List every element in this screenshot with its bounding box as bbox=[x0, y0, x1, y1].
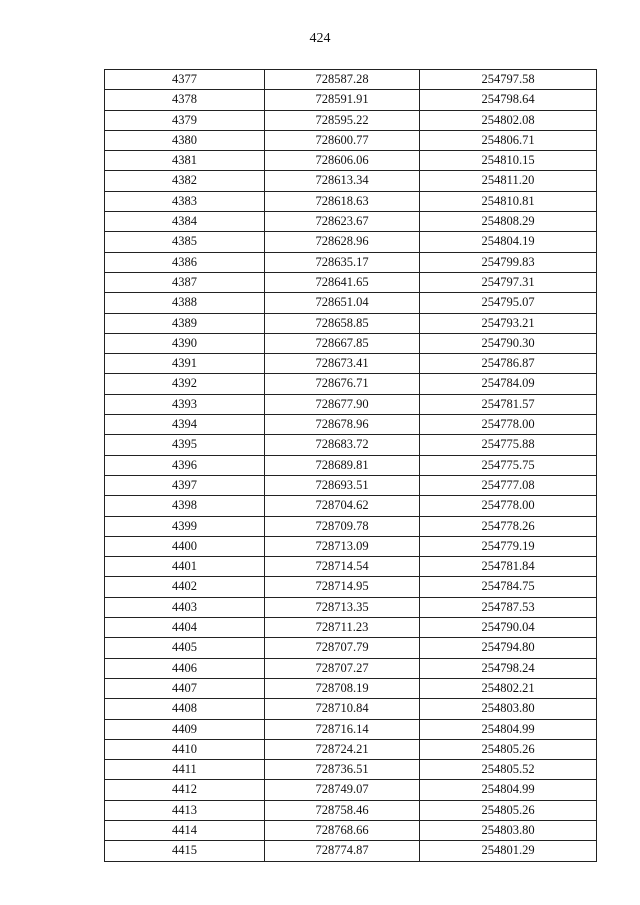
table-row bbox=[105, 820, 597, 840]
y-coordinate-cell: 254810.81 bbox=[420, 191, 597, 211]
point-id-cell: 4396 bbox=[105, 455, 265, 475]
y-coordinate-cell: 254775.75 bbox=[420, 455, 597, 475]
y-coordinate-cell: 254797.31 bbox=[420, 272, 597, 292]
point-id-cell: 4384 bbox=[105, 212, 265, 232]
x-coordinate-cell: 728713.09 bbox=[265, 536, 420, 556]
y-coordinate-cell: 254804.19 bbox=[420, 232, 597, 252]
page-number: 424 bbox=[309, 31, 331, 46]
table-row bbox=[105, 699, 597, 719]
x-coordinate-cell: 728658.85 bbox=[265, 313, 420, 333]
x-coordinate-cell: 728709.78 bbox=[265, 516, 420, 536]
point-id-cell: 4394 bbox=[105, 415, 265, 435]
x-coordinate-cell: 728635.17 bbox=[265, 252, 420, 272]
x-coordinate-cell: 728707.79 bbox=[265, 638, 420, 658]
point-id-cell: 4415 bbox=[105, 841, 265, 861]
y-coordinate-cell: 254802.08 bbox=[420, 110, 597, 130]
table-row bbox=[105, 110, 597, 130]
y-coordinate-cell: 254784.09 bbox=[420, 374, 597, 394]
x-coordinate-cell: 728749.07 bbox=[265, 780, 420, 800]
point-id-cell: 4403 bbox=[105, 597, 265, 617]
point-id-cell: 4391 bbox=[105, 354, 265, 374]
table-row bbox=[105, 496, 597, 516]
y-coordinate-cell: 254804.99 bbox=[420, 780, 597, 800]
x-coordinate-cell: 728683.72 bbox=[265, 435, 420, 455]
y-coordinate-cell: 254775.88 bbox=[420, 435, 597, 455]
point-id-cell: 4388 bbox=[105, 293, 265, 313]
y-coordinate-cell: 254786.87 bbox=[420, 354, 597, 374]
x-coordinate-cell: 728758.46 bbox=[265, 800, 420, 820]
x-coordinate-cell: 728768.66 bbox=[265, 820, 420, 840]
table-row bbox=[105, 435, 597, 455]
table-body bbox=[105, 70, 597, 862]
table-row bbox=[105, 171, 597, 191]
y-coordinate-cell: 254787.53 bbox=[420, 597, 597, 617]
point-id-cell: 4385 bbox=[105, 232, 265, 252]
table-row bbox=[105, 739, 597, 759]
y-coordinate-cell: 254805.26 bbox=[420, 739, 597, 759]
point-id-cell: 4411 bbox=[105, 760, 265, 780]
x-coordinate-cell: 728711.23 bbox=[265, 618, 420, 638]
point-id-cell: 4407 bbox=[105, 678, 265, 698]
x-coordinate-cell: 728693.51 bbox=[265, 475, 420, 495]
point-id-cell: 4404 bbox=[105, 618, 265, 638]
y-coordinate-cell: 254805.52 bbox=[420, 760, 597, 780]
table-row bbox=[105, 394, 597, 414]
y-coordinate-cell: 254811.20 bbox=[420, 171, 597, 191]
point-id-cell: 4380 bbox=[105, 130, 265, 150]
y-coordinate-cell: 254777.08 bbox=[420, 475, 597, 495]
table-row bbox=[105, 293, 597, 313]
point-id-cell: 4412 bbox=[105, 780, 265, 800]
x-coordinate-cell: 728587.28 bbox=[265, 70, 420, 90]
x-coordinate-cell: 728641.65 bbox=[265, 272, 420, 292]
point-id-cell: 4382 bbox=[105, 171, 265, 191]
table-row bbox=[105, 638, 597, 658]
y-coordinate-cell: 254795.07 bbox=[420, 293, 597, 313]
y-coordinate-cell: 254804.99 bbox=[420, 719, 597, 739]
table-row bbox=[105, 475, 597, 495]
y-coordinate-cell: 254781.57 bbox=[420, 394, 597, 414]
y-coordinate-cell: 254794.80 bbox=[420, 638, 597, 658]
table-row bbox=[105, 232, 597, 252]
x-coordinate-cell: 728676.71 bbox=[265, 374, 420, 394]
point-id-cell: 4392 bbox=[105, 374, 265, 394]
y-coordinate-cell: 254778.00 bbox=[420, 496, 597, 516]
point-id-cell: 4398 bbox=[105, 496, 265, 516]
y-coordinate-cell: 254799.83 bbox=[420, 252, 597, 272]
x-coordinate-cell: 728613.34 bbox=[265, 171, 420, 191]
y-coordinate-cell: 254778.26 bbox=[420, 516, 597, 536]
x-coordinate-cell: 728713.35 bbox=[265, 597, 420, 617]
table-row bbox=[105, 415, 597, 435]
point-id-cell: 4389 bbox=[105, 313, 265, 333]
y-coordinate-cell: 254801.29 bbox=[420, 841, 597, 861]
point-id-cell: 4400 bbox=[105, 536, 265, 556]
table-row bbox=[105, 333, 597, 353]
y-coordinate-cell: 254797.58 bbox=[420, 70, 597, 90]
table-row bbox=[105, 841, 597, 861]
point-id-cell: 4378 bbox=[105, 90, 265, 110]
x-coordinate-cell: 728623.67 bbox=[265, 212, 420, 232]
y-coordinate-cell: 254810.15 bbox=[420, 151, 597, 171]
point-id-cell: 4414 bbox=[105, 820, 265, 840]
table-row bbox=[105, 70, 597, 90]
x-coordinate-cell: 728724.21 bbox=[265, 739, 420, 759]
x-coordinate-cell: 728600.77 bbox=[265, 130, 420, 150]
table-row bbox=[105, 557, 597, 577]
table-row bbox=[105, 536, 597, 556]
point-id-cell: 4402 bbox=[105, 577, 265, 597]
point-id-cell: 4381 bbox=[105, 151, 265, 171]
y-coordinate-cell: 254802.21 bbox=[420, 678, 597, 698]
y-coordinate-cell: 254803.80 bbox=[420, 820, 597, 840]
table-row bbox=[105, 678, 597, 698]
y-coordinate-cell: 254778.00 bbox=[420, 415, 597, 435]
x-coordinate-cell: 728736.51 bbox=[265, 760, 420, 780]
point-id-cell: 4390 bbox=[105, 333, 265, 353]
table-row bbox=[105, 130, 597, 150]
table-row bbox=[105, 597, 597, 617]
y-coordinate-cell: 254779.19 bbox=[420, 536, 597, 556]
y-coordinate-cell: 254790.30 bbox=[420, 333, 597, 353]
coordinates-table-container bbox=[104, 69, 596, 862]
table-row bbox=[105, 780, 597, 800]
table-row bbox=[105, 374, 597, 394]
x-coordinate-cell: 728716.14 bbox=[265, 719, 420, 739]
point-id-cell: 4379 bbox=[105, 110, 265, 130]
table-row bbox=[105, 90, 597, 110]
y-coordinate-cell: 254798.64 bbox=[420, 90, 597, 110]
table-row bbox=[105, 151, 597, 171]
point-id-cell: 4393 bbox=[105, 394, 265, 414]
x-coordinate-cell: 728710.84 bbox=[265, 699, 420, 719]
table-row bbox=[105, 272, 597, 292]
x-coordinate-cell: 728595.22 bbox=[265, 110, 420, 130]
table-row bbox=[105, 719, 597, 739]
point-id-cell: 4387 bbox=[105, 272, 265, 292]
x-coordinate-cell: 728774.87 bbox=[265, 841, 420, 861]
point-id-cell: 4386 bbox=[105, 252, 265, 272]
x-coordinate-cell: 728678.96 bbox=[265, 415, 420, 435]
x-coordinate-cell: 728591.91 bbox=[265, 90, 420, 110]
y-coordinate-cell: 254798.24 bbox=[420, 658, 597, 678]
table-row bbox=[105, 354, 597, 374]
table-row bbox=[105, 191, 597, 211]
point-id-cell: 4395 bbox=[105, 435, 265, 455]
y-coordinate-cell: 254790.04 bbox=[420, 618, 597, 638]
y-coordinate-cell: 254784.75 bbox=[420, 577, 597, 597]
y-coordinate-cell: 254806.71 bbox=[420, 130, 597, 150]
point-id-cell: 4377 bbox=[105, 70, 265, 90]
point-id-cell: 4401 bbox=[105, 557, 265, 577]
table-row bbox=[105, 577, 597, 597]
x-coordinate-cell: 728707.27 bbox=[265, 658, 420, 678]
point-id-cell: 4397 bbox=[105, 475, 265, 495]
point-id-cell: 4405 bbox=[105, 638, 265, 658]
table-row bbox=[105, 800, 597, 820]
point-id-cell: 4413 bbox=[105, 800, 265, 820]
x-coordinate-cell: 728618.63 bbox=[265, 191, 420, 211]
point-id-cell: 4410 bbox=[105, 739, 265, 759]
table-row bbox=[105, 212, 597, 232]
x-coordinate-cell: 728673.41 bbox=[265, 354, 420, 374]
y-coordinate-cell: 254805.26 bbox=[420, 800, 597, 820]
table-row bbox=[105, 760, 597, 780]
x-coordinate-cell: 728677.90 bbox=[265, 394, 420, 414]
x-coordinate-cell: 728708.19 bbox=[265, 678, 420, 698]
table-row bbox=[105, 658, 597, 678]
y-coordinate-cell: 254781.84 bbox=[420, 557, 597, 577]
point-id-cell: 4409 bbox=[105, 719, 265, 739]
point-id-cell: 4383 bbox=[105, 191, 265, 211]
x-coordinate-cell: 728714.54 bbox=[265, 557, 420, 577]
y-coordinate-cell: 254808.29 bbox=[420, 212, 597, 232]
x-coordinate-cell: 728628.96 bbox=[265, 232, 420, 252]
table-row bbox=[105, 516, 597, 536]
x-coordinate-cell: 728606.06 bbox=[265, 151, 420, 171]
point-id-cell: 4408 bbox=[105, 699, 265, 719]
point-id-cell: 4406 bbox=[105, 658, 265, 678]
x-coordinate-cell: 728667.85 bbox=[265, 333, 420, 353]
point-id-cell: 4399 bbox=[105, 516, 265, 536]
table-row bbox=[105, 618, 597, 638]
table-row bbox=[105, 455, 597, 475]
x-coordinate-cell: 728714.95 bbox=[265, 577, 420, 597]
x-coordinate-cell: 728651.04 bbox=[265, 293, 420, 313]
table-row bbox=[105, 313, 597, 333]
coordinates-table bbox=[104, 69, 597, 862]
y-coordinate-cell: 254793.21 bbox=[420, 313, 597, 333]
x-coordinate-cell: 728704.62 bbox=[265, 496, 420, 516]
y-coordinate-cell: 254803.80 bbox=[420, 699, 597, 719]
table-row bbox=[105, 252, 597, 272]
x-coordinate-cell: 728689.81 bbox=[265, 455, 420, 475]
